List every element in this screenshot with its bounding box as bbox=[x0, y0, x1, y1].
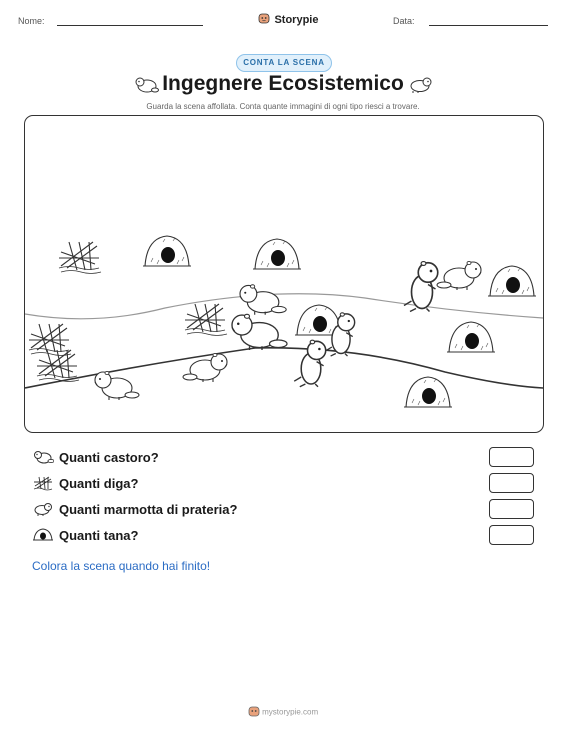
answer-box[interactable] bbox=[489, 447, 534, 467]
burrow-2 bbox=[253, 239, 301, 269]
answer-box[interactable] bbox=[489, 499, 534, 519]
brand-logo bbox=[258, 11, 318, 25]
brand-name: Storypie bbox=[274, 14, 319, 26]
burrow-3 bbox=[488, 266, 536, 296]
name-field-line[interactable] bbox=[57, 25, 203, 26]
question-text: Quanti tana? bbox=[59, 528, 139, 543]
burrow-6 bbox=[404, 377, 452, 407]
activity-badge: CONTA LA SCENA bbox=[236, 54, 332, 72]
beaver-5 bbox=[437, 261, 481, 290]
answer-box[interactable] bbox=[489, 525, 534, 545]
title-right-prairie-dog-icon bbox=[407, 76, 433, 99]
beaver-icon bbox=[32, 449, 54, 470]
burrow-5 bbox=[447, 322, 495, 352]
dam-3 bbox=[29, 324, 71, 356]
storypie-logo-icon bbox=[258, 11, 270, 29]
question-text: Quanti marmotta di prateria? bbox=[59, 502, 238, 517]
beaver-2 bbox=[232, 314, 287, 350]
storypie-footer-icon bbox=[248, 705, 260, 719]
date-field-line[interactable] bbox=[429, 25, 548, 26]
upper-hill-line bbox=[25, 294, 543, 319]
question-text: Quanti diga? bbox=[59, 476, 139, 491]
dam-1 bbox=[59, 242, 101, 274]
color-instruction: Colora la scena quando hai finito! bbox=[32, 559, 211, 573]
dam-2 bbox=[185, 304, 227, 336]
name-label: Nome: bbox=[18, 16, 45, 26]
question-row bbox=[32, 447, 534, 469]
site-footer bbox=[0, 705, 566, 719]
question-row bbox=[32, 525, 534, 547]
question-row bbox=[32, 499, 534, 521]
instructions: Guarda la scena affollata. Conta quante immagini di ogni tipo riesci a trovare. bbox=[146, 102, 420, 111]
question-text: Quanti castoro? bbox=[59, 450, 159, 465]
dam-4 bbox=[37, 350, 79, 382]
prairie-dog-3 bbox=[294, 340, 326, 387]
prairie-dog-icon bbox=[32, 501, 54, 522]
date-label: Data: bbox=[393, 16, 415, 26]
question-row bbox=[32, 473, 534, 495]
beaver-4 bbox=[95, 371, 139, 400]
dam-icon bbox=[32, 475, 54, 496]
burrow-1 bbox=[143, 236, 191, 266]
page-title: Ingegnere Ecosistemico bbox=[162, 72, 404, 95]
beaver-1 bbox=[240, 285, 286, 315]
site-url: mystorypie.com bbox=[262, 707, 319, 717]
answer-box[interactable] bbox=[489, 473, 534, 493]
burrow-icon bbox=[32, 527, 54, 548]
counting-scene bbox=[24, 115, 544, 433]
